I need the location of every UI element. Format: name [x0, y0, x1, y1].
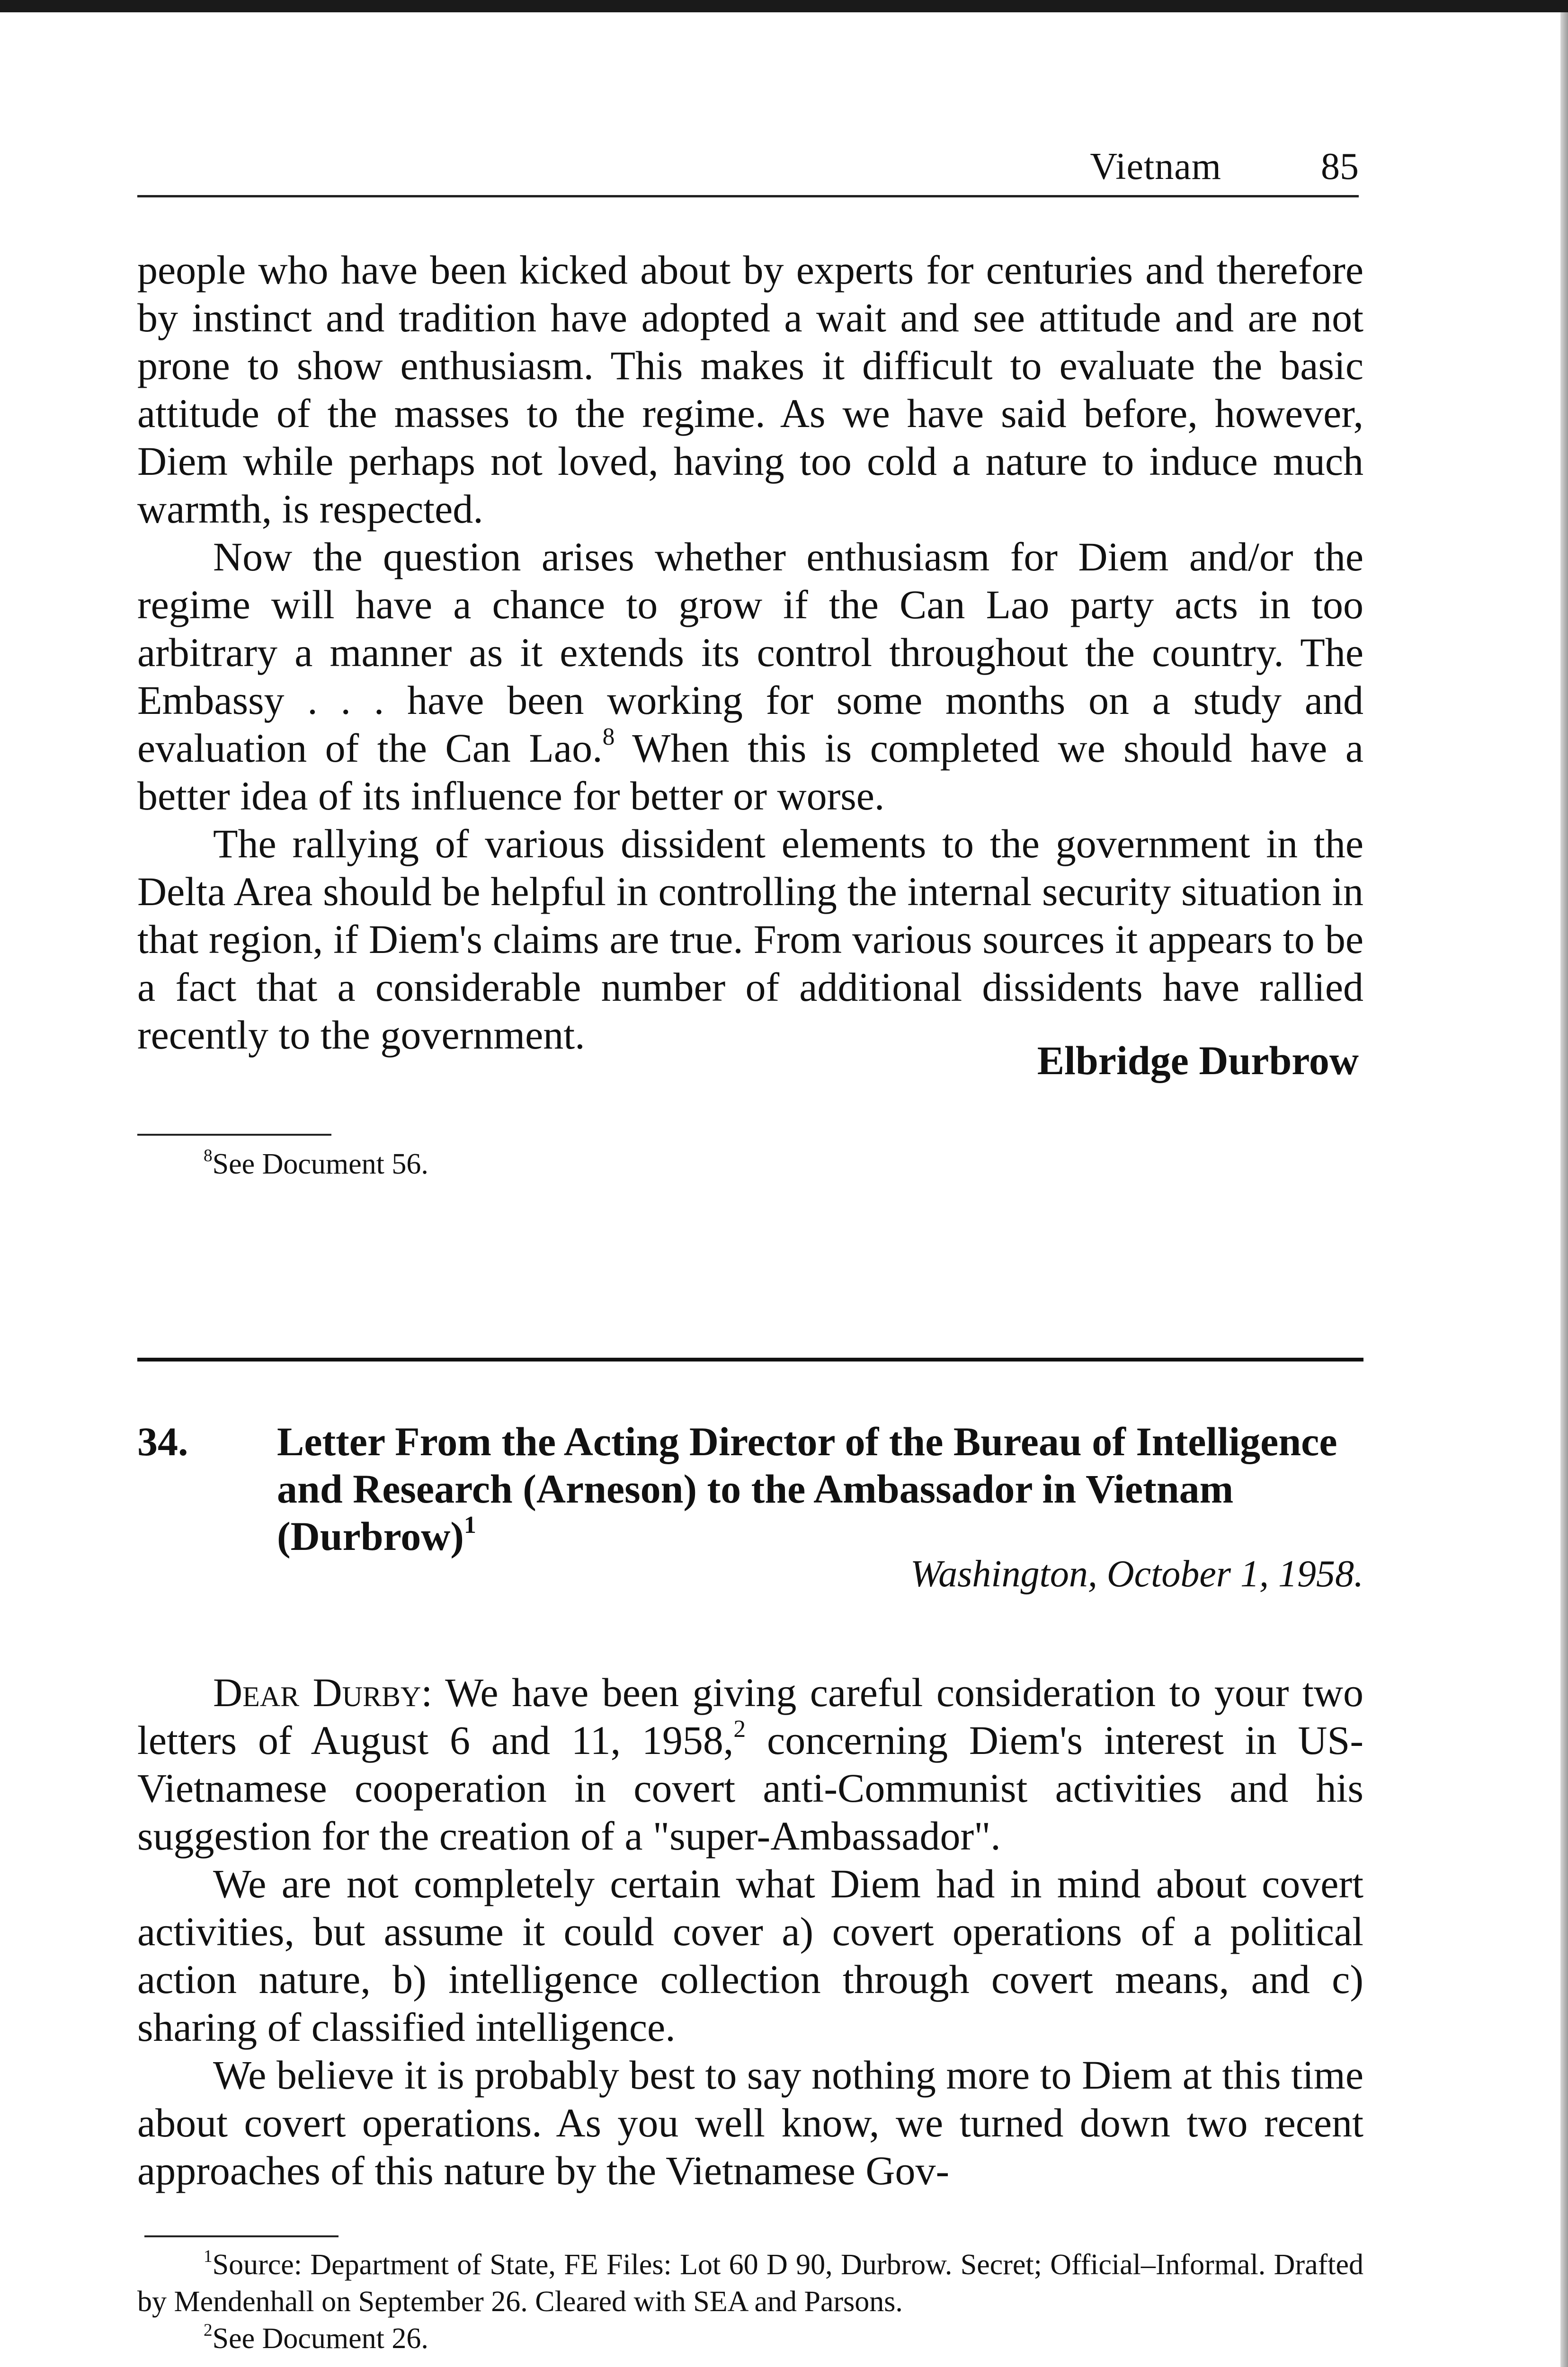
scan-right-edge: [1560, 12, 1568, 2367]
paragraph: [137, 533, 1363, 820]
salutation: Dear Durby:: [213, 1670, 433, 1715]
page-number: 85: [1321, 146, 1359, 187]
paragraph: We are not completely certain what Diem had in mind about covert activities, but assume it could cover a) covert operations of a political action nature, b) intelligence collection through covert means, and c) sharing of classified intelligence.: [137, 1861, 1363, 2050]
footnote-2: [137, 2320, 1363, 2357]
footnotes: [137, 2246, 1363, 2357]
footnote-rule: [137, 1134, 331, 1136]
signature: Elbridge Durbrow: [1037, 1038, 1359, 1083]
dateline: Washington, October 1, 1958.: [910, 1553, 1363, 1595]
document-title: [277, 1418, 1363, 1560]
paragraph-text: concerning Diem's interest in US-Vietnamese cooperation in covert anti-Communist activities and his suggestion for the creation of a "super-Ambassador".: [137, 1717, 1363, 1859]
running-header: [137, 142, 1359, 194]
footnote-rule: [144, 2235, 339, 2237]
footnote-mark: 2: [204, 2320, 213, 2340]
paragraph: We believe it is probably best to say nothing more to Diem at this time about covert operations. As you well know, we turned down two recent approaches of this nature by the Vietnamese Gov-: [137, 2052, 1363, 2193]
header-rule: [137, 195, 1359, 197]
paragraph: [137, 1669, 1363, 1860]
paragraph: people who have been kicked about by experts for centuries and therefore by instinct and tradition have adopted a wait and see attitude and are not prone to show enthusiasm. This makes it difficult to evaluate the basic attitude of the masses to the regime. As we have said before, however, Diem while perhaps not loved, having too cold a nature to induce much warmth, is respected.: [137, 247, 1363, 532]
document-number: 34.: [137, 1419, 188, 1464]
footnote-mark: 2: [733, 1715, 746, 1743]
footnote-mark: 8: [204, 1146, 213, 1166]
section-rule: [137, 1358, 1363, 1361]
paragraph-text: Now the question arises whether enthusiasm for Diem and/or the regime will have a chance to grow if the Can Lao party acts in too arbitrary a manner as it extends its control throughout the country. The Embassy . . . have been working for some months on a study and evaluation of the Can Lao.: [137, 534, 1363, 771]
footnote-8: [137, 1146, 1363, 1183]
letter-body: [137, 1669, 1363, 2195]
continuation-text: [137, 246, 1363, 1059]
document-title-text: Letter From the Acting Director of the Bureau of Intelligence and Research (Arneson) to the Ambassador in Vietnam (Durbrow): [277, 1419, 1337, 1559]
footnote-mark: 1: [463, 1511, 476, 1539]
footnote-line: [137, 1146, 1363, 1183]
paragraph-text: We have been giving careful consideration to your two letters of August 6 and 11, 1958,: [137, 1670, 1364, 1763]
footnote-mark: 8: [602, 723, 615, 750]
footnote-text: See Document 56.: [212, 1148, 428, 1180]
footnote-mark: 1: [204, 2246, 213, 2266]
paragraph-text: When this is completed we should have a better idea of its influence for better or worse.: [137, 725, 1363, 819]
footnote-1: [137, 2246, 1363, 2320]
paragraph: The rallying of various dissident elements to the government in the Delta Area should be helpful in controlling the internal security situation in that region, if Diem's claims are true. From various sources it appears to be a fact that a considerable number of additional dissidents have rallied recently to the government.: [137, 821, 1363, 1058]
footnote-text: See Document 26.: [212, 2323, 428, 2355]
header-title: Vietnam: [1090, 146, 1221, 187]
footnote-text: Source: Department of State, FE Files: Lot 60 D 90, Durbrow. Secret; Official–Informal. Drafted by Mendenhall on September 26. Cleared with SEA and Parsons.: [137, 2249, 1363, 2318]
scan-top-border: [0, 0, 1568, 12]
